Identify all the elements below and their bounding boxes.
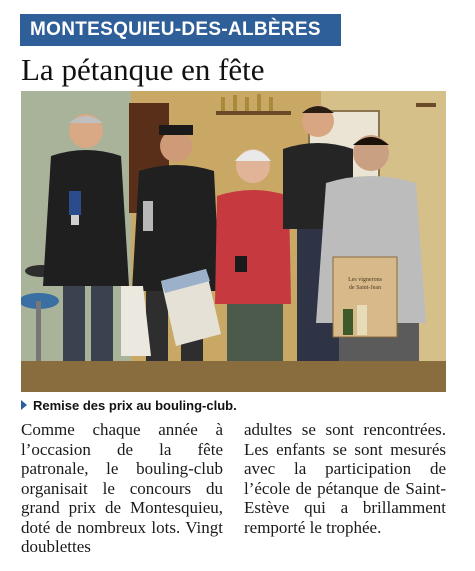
- body-column-right: [244, 420, 446, 537]
- box-label-2: de Saint-Jean: [348, 285, 382, 291]
- body-text-left: Comme chaque année à l’occasion de la fête patronale, le bouling-club organisait le concours du grand prix de Montesquieu, doté de nombreux lots. Vingt doublettes: [21, 420, 223, 556]
- photo-caption: [21, 398, 237, 414]
- article-headline: La pétanque en fête: [21, 52, 265, 87]
- caption-text: Remise des prix au bouling-club.: [33, 398, 237, 413]
- body-text-right: adultes se sont rencontrées. Les enfants se sont mesurés avec la participation de l’école de pétanque de Saint-Estève qui a brillamment remporté le trophée.: [244, 420, 446, 537]
- caption-marker-icon: [21, 400, 27, 410]
- box-label-1: Les vignerons: [348, 277, 382, 283]
- section-kicker: MONTESQUIEU-DES-ALBÈRES: [20, 14, 341, 46]
- article-photo: [21, 91, 446, 392]
- body-column-left: [21, 420, 223, 557]
